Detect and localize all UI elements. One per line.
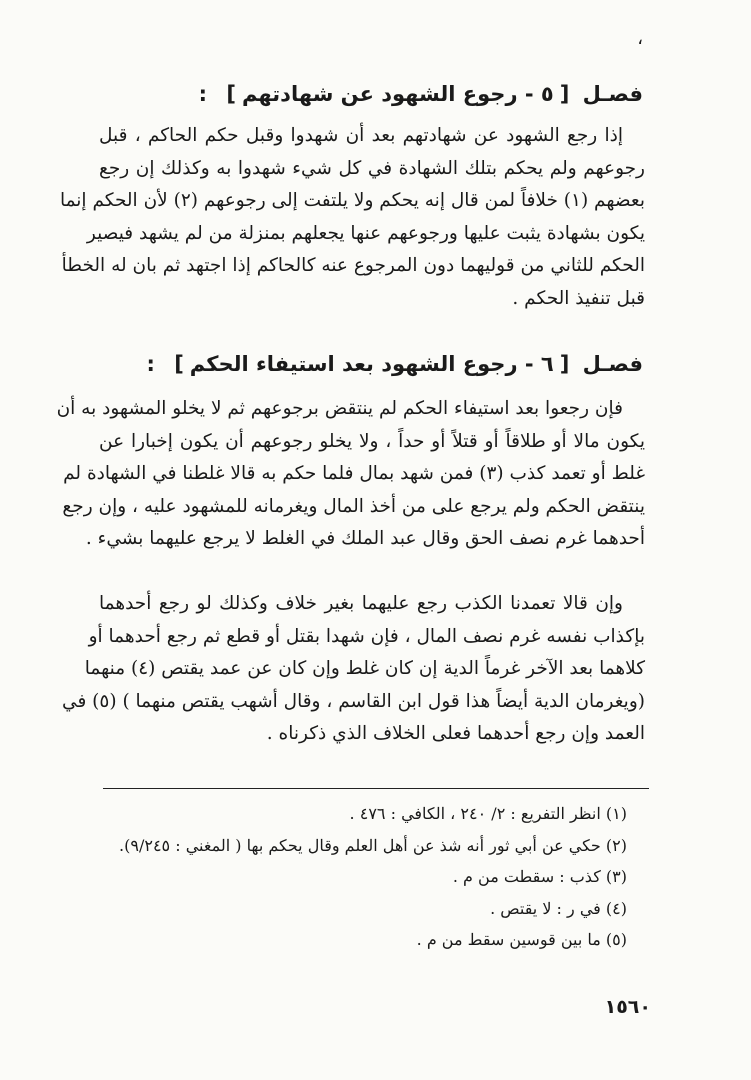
text-line: العمد وإن رجع أحدهما فعلى الخلاف الذي ذكرناه . (266, 723, 645, 745)
bracket-open: [ (559, 352, 570, 376)
footnote-2: (٢) حكي عن أبي ثور أنه شذ عن أهل العلم وقال يحكم بها ( المغني : ٩/٢٤٥). (119, 835, 627, 855)
footnote-4: (٤) في ر : لا يقتص . (490, 898, 627, 918)
text-line: (ويغرمان الدية أيضاً هذا قول ابن القاسم ، وقال أشهب يقتص منهما ) (٥) في (62, 690, 645, 712)
text-line: قبل تنفيذ الحكم . (512, 287, 645, 309)
page-number: ١٥٦٠ (604, 996, 651, 1018)
text-line: وإن قالا تعمدنا الكذب رجع عليهما بغير خلاف وكذلك لو رجع أحدهما (99, 593, 623, 614)
text-line: الحكم للثاني من قوليهما دون المرجوع عنه كالحاكم إذا اجتهد ثم بان له الخطأ (61, 255, 645, 277)
section-5-heading (103, 82, 643, 106)
text-line: بعضهم (١) خلافاً لمن قال إنه يحكم ولا يلتفت إلى رجوعهم (٢) لأن الحكم إنما (59, 190, 645, 212)
heading-colon: : (146, 352, 155, 376)
text-line: بإكذاب نفسه غرم نصف المال ، فإن شهدا بقتل أو قطع ثم رجع أحدهما أو (88, 625, 645, 647)
section-6-heading (103, 352, 643, 376)
footnote-1: (١) انظر التفريع : ٢/ ٢٤٠ ، الكافي : ٤٧٦ . (349, 804, 627, 823)
text-line: فإن رجعوا بعد استيفاء الحكم لم ينتقض برجوعهم ثم لا يخلو المشهود به أن (56, 398, 623, 419)
section-title: ٥ - رجوع الشهود عن شهادتهم (241, 82, 554, 106)
footnote-3: (٣) كذب : سقطت من م . (452, 867, 627, 887)
text-line: يكون مالا أو طلاقاً أو قتلاً أو حداً ، ولا يخلو رجوعهم أن يكون إخبارا عن (99, 430, 645, 452)
section-6-paragraph-1 (56, 393, 645, 556)
text-line: غلط أو تعمد كذب (٣) فمن شهد بمال فلما حكم به قالا غلطنا في الشهادة لم (63, 463, 645, 485)
footnote-divider (103, 788, 649, 789)
text-line: يكون بشهادة يثبت عليها ورجوعهم عنها يجعلهم بمنزلة من لم يشهد فيصير (86, 222, 645, 244)
heading-colon: : (198, 82, 208, 106)
text-line: أحدهما غرم نصف الحق وقال عبد الملك في الغلط لا يرجع عليهما بشيء . (85, 528, 645, 550)
section-5-paragraph-1 (59, 120, 645, 316)
text-line: كلاهما بعد الآخر غرماً الدية إن كان غلط وإن كان عن عمد يقتص (٤) منهما (84, 658, 645, 680)
section-6-paragraph-2 (62, 588, 645, 751)
text-line: إذا رجع الشهود عن شهادتهم بعد أن شهدوا وقبل حكم الحاكم ، قبل (99, 125, 623, 146)
text-line: ينتقض الحكم ولم يرجع على من أخذ المال ويغرمانه للمشهود عليه ، وإن رجع (62, 495, 645, 517)
bracket-close: ] (174, 352, 184, 376)
section-title: ٦ - رجوع الشهود بعد استيفاء الحكم (189, 352, 554, 376)
section-label: فصـل (582, 82, 643, 106)
bracket-open: [ (559, 82, 570, 106)
footnotes (107, 798, 627, 956)
bracket-close: ] (226, 82, 236, 106)
footnote-5: (٥) ما بين قوسين سقط من م . (416, 930, 627, 950)
text-line: رجوعهم ولم يحكم بتلك الشهادة في كل شيء شهدوا به وكذلك إن رجع (99, 157, 645, 179)
corner-mark: ، (637, 28, 643, 49)
section-label: فصـل (582, 352, 643, 376)
